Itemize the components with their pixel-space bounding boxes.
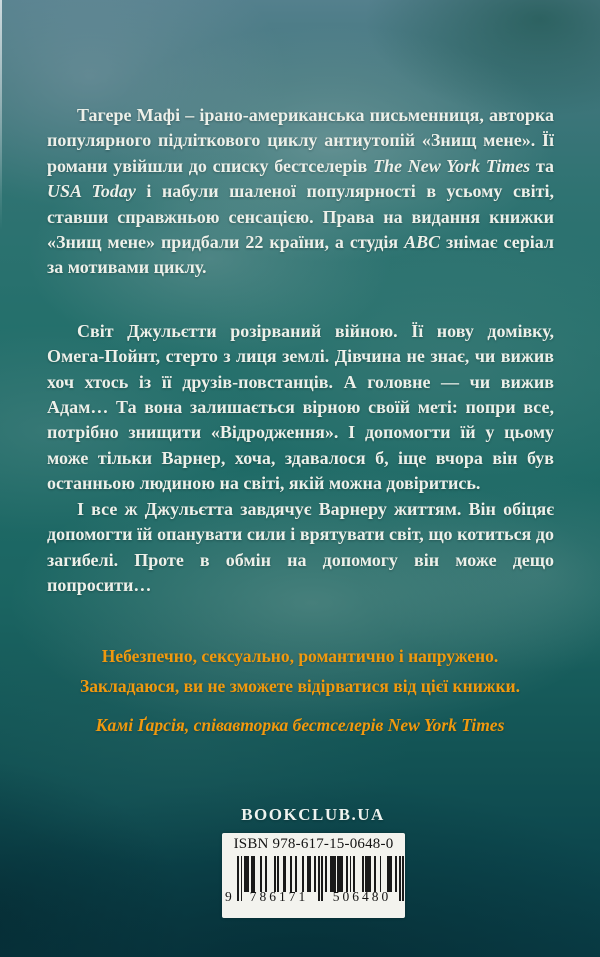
- barcode-bar: [362, 856, 364, 892]
- endorsement-line-1: Небезпечно, сексуально, романтично і напружено.: [101, 646, 499, 666]
- plain-text: знімає серіал за мотивами циклу.: [47, 232, 554, 278]
- plain-text: і набули шаленої популярності в усьому світі, ставши справжньою сенсацією. Права на видання книжки «Знищ мене» придбали 22 країни, а студія: [47, 181, 554, 253]
- endorsement-quote: [0, 641, 600, 740]
- italic-title-text: USA Today: [47, 181, 136, 202]
- barcode-bar: [346, 856, 348, 892]
- barcode-bar: [248, 856, 250, 892]
- barcode-bar: [321, 856, 323, 901]
- barcode-digits-left: 786171: [249, 889, 309, 904]
- barcode-bar: [302, 856, 304, 892]
- barcode-bar: [241, 856, 243, 901]
- barcode-bar: [237, 856, 239, 901]
- barcode-bar: [353, 856, 355, 892]
- barcode-bar: [390, 856, 392, 892]
- barcode-bar: [274, 856, 276, 892]
- barcode-bar: [399, 856, 401, 901]
- barcode-bar: [277, 856, 279, 892]
- plain-text: Тагере Мафі – ірано-американська письменниця, авторка популярного підліткового циклу антиутопій «Знищ мене». Її романи увійшли до списку бестселерів: [47, 105, 554, 176]
- plain-text: та: [530, 155, 555, 176]
- barcode-bar: [290, 856, 292, 892]
- barcode-bar: [374, 856, 376, 892]
- barcode-bar: [309, 856, 311, 892]
- barcode-bar: [325, 856, 327, 892]
- barcode: [225, 856, 405, 904]
- quote-attribution: Камі Ґарсія, співавторка бестселерів New York Times: [95, 715, 505, 735]
- page-edge-highlight: [0, 0, 2, 230]
- barcode-bar: [260, 856, 262, 892]
- barcode-bar: [341, 856, 343, 892]
- endorsement-line-2: Закладаюся, ви не зможете відірватися від цієї книжки.: [79, 676, 521, 696]
- barcode-bar: [380, 856, 382, 892]
- barcode-bar: [295, 856, 297, 892]
- author-paragraph: [47, 103, 554, 281]
- barcode-bar: [253, 856, 255, 892]
- barcode-bar: [285, 856, 287, 892]
- synopsis-block: [47, 103, 554, 598]
- barcode-bar: [334, 856, 336, 892]
- isbn-barcode-box: [222, 833, 405, 918]
- barcode-bar: [369, 856, 371, 892]
- barcode-digit-first: 9: [225, 889, 232, 904]
- italic-title-text: ABC: [404, 232, 441, 253]
- barcode-bar: [314, 856, 316, 892]
- barcode-bar: [402, 856, 404, 901]
- italic-title-text: The New York Times: [372, 155, 531, 176]
- plot-paragraph-2: І все ж Джульєтта завдячує Варнеру життям. Він обіцяє допомогти їй опанувати сили і врятувати світ, що котиться до загибелі. Проте в обмін на допомогу він може дещо попросити…: [47, 498, 554, 595]
- plot-paragraph: Світ Джульєтти розірваний війною. Її нову домівку, Омега-Пойнт, стерто з лиця землі. Дівчина не знає, чи вижив хоч хтось із її друзів-повстанців. А головне — чи вижив Адам… Та вона залишається вірною своїй меті: попри все, потрібно знищити «Відродження». І допомогти їй у цьому може тільки Варнер, хоча, здавалося б, іще вчора він був останньою людиною на світі, якій можна довіритись.: [47, 320, 554, 494]
- barcode-bar: [350, 856, 352, 892]
- barcode-bar: [318, 856, 320, 901]
- isbn-label: ISBN 978-617-15-0648-0: [233, 836, 394, 852]
- publisher-site: BOOKCLUB.UA: [241, 805, 385, 824]
- barcode-digits-right: 506480: [332, 889, 392, 904]
- barcode-bar: [265, 856, 267, 892]
- barcode-bar: [395, 856, 397, 892]
